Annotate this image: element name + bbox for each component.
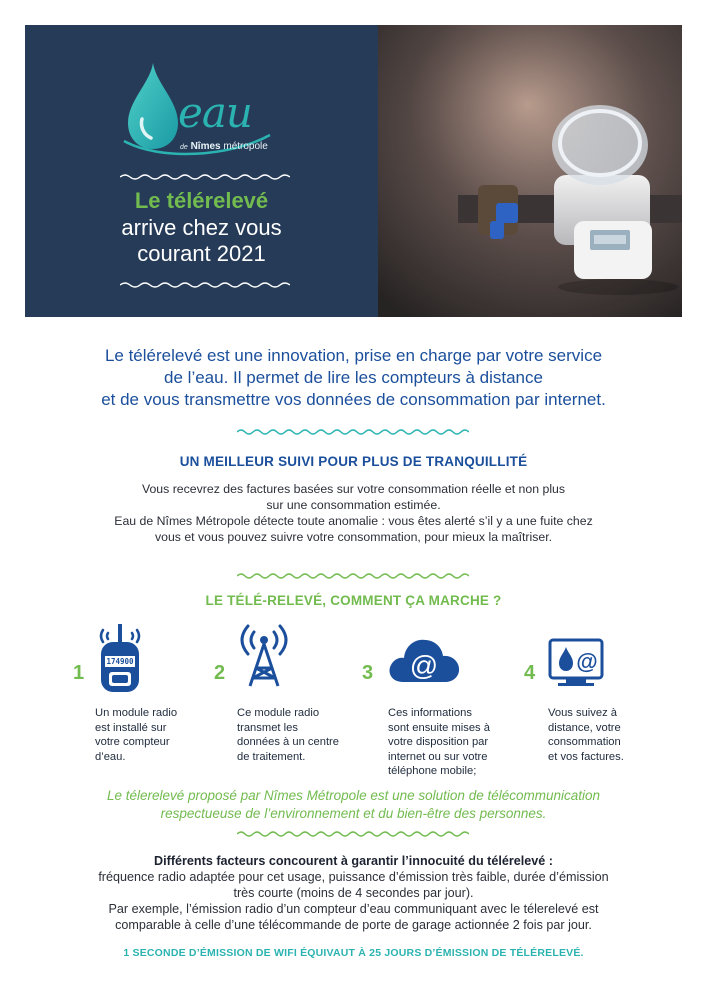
section1-body bbox=[0, 481, 707, 545]
step-number-2: 2 bbox=[214, 662, 226, 684]
step-2-text bbox=[237, 706, 355, 764]
logo-word: eau bbox=[178, 88, 252, 137]
step-line: Vous suivez à bbox=[548, 707, 618, 719]
hero-headline-bold: Le télérelevé bbox=[134, 188, 269, 213]
meter-display: 174900 bbox=[106, 657, 134, 666]
antenna-tower-icon bbox=[234, 622, 294, 688]
safety-line: très courte (moins de 4 secondes par jour). bbox=[233, 886, 474, 900]
wave-divider bbox=[120, 173, 290, 181]
body-line: Eau de Nîmes Métropole détecte toute anomalie : vous êtes alerté s’il y a une fuite chez bbox=[114, 514, 593, 528]
logo-subtitle: de Nîmes métropole bbox=[180, 141, 268, 152]
wave-divider bbox=[237, 428, 469, 436]
wave-divider bbox=[237, 830, 469, 838]
step-line: consommation bbox=[548, 736, 621, 749]
hero-banner bbox=[25, 25, 682, 317]
safety-heading: Différents facteurs concourent à garantir l’innocuité du télérelevé : bbox=[154, 854, 553, 868]
water-meter-icon bbox=[95, 618, 145, 696]
tagline bbox=[0, 787, 707, 823]
body-line: vous et vous pouvez suivre votre consommation, pour mieux la maîtriser. bbox=[154, 530, 553, 544]
step-number-3: 3 bbox=[362, 662, 374, 684]
cloud-email-icon bbox=[385, 630, 463, 686]
monitor-drop-email-icon bbox=[548, 638, 604, 688]
step-line: votre compteur bbox=[95, 736, 170, 749]
intro-line: Le télérelevé est une innovation, prise en charge par votre service bbox=[104, 346, 603, 365]
safety-line: Par exemple, l’émission radio d’un compteur d’eau communiquant avec le télerelevé est bbox=[108, 902, 599, 916]
intro-line: et de vous transmettre vos données de consommation par internet. bbox=[101, 390, 606, 409]
step-line: Ce module radio bbox=[237, 707, 320, 719]
step-line: d’eau. bbox=[95, 750, 126, 763]
tagline-line: respectueuse de l’environnement et du bien-être des personnes. bbox=[160, 806, 547, 821]
tagline-line: Le télerelevé proposé par Nîmes Métropole est une solution de télécommunication bbox=[106, 788, 601, 803]
wave-divider bbox=[237, 572, 469, 580]
intro-line: de l’eau. Il permet de lire les compteurs à distance bbox=[164, 368, 543, 387]
step-line: et vos factures. bbox=[548, 750, 624, 763]
eau-logo bbox=[120, 61, 290, 161]
section-title-fonctionnement: LE TÉLÉ-RELEVÉ, COMMENT ÇA MARCHE ? bbox=[205, 593, 502, 608]
step-1-text bbox=[95, 706, 207, 764]
svg-text:@: @ bbox=[576, 649, 598, 674]
water-meter-photo bbox=[378, 25, 682, 317]
step-line: Ces informations bbox=[388, 707, 472, 719]
step-line: internet ou sur votre bbox=[388, 750, 488, 763]
step-line: de traitement. bbox=[237, 750, 306, 763]
safety-footer: 1 SECONDE D’ÉMISSION DE WIFI ÉQUIVAUT À 25 JOURS D’ÉMISSION DE TÉLÉRELEVÉ. bbox=[123, 947, 584, 959]
body-line: Vous recevrez des factures basées sur votre consommation réelle et non plus bbox=[141, 482, 566, 496]
hero-panel bbox=[25, 25, 378, 317]
safety-line: fréquence radio adaptée pour cet usage, puissance d’émission très faible, durée d’émission bbox=[98, 870, 609, 884]
hero-headline-line2: arrive chez vous bbox=[121, 215, 282, 240]
safety-paragraph bbox=[0, 853, 707, 933]
svg-text:@: @ bbox=[409, 650, 439, 681]
step-line: transmet les bbox=[237, 721, 298, 734]
body-line: sur une consommation estimée. bbox=[266, 498, 441, 512]
step-3-text bbox=[388, 706, 510, 779]
step-line: Un module radio bbox=[95, 707, 178, 719]
step-4-text bbox=[548, 706, 658, 764]
step-line: votre disposition par bbox=[388, 736, 489, 749]
step-line: téléphone mobile; bbox=[388, 765, 477, 778]
wave-divider bbox=[120, 281, 290, 289]
safety-line: comparable à celle d’une télécommande de porte de garage actionnée 2 fois par jour. bbox=[115, 918, 592, 932]
step-line: est installé sur bbox=[95, 721, 167, 734]
step-line: sont ensuite mises à bbox=[388, 721, 490, 734]
hero-headline-line3: courant 2021 bbox=[137, 241, 266, 266]
section-title-suivi: UN MEILLEUR SUIVI POUR PLUS DE TRANQUILLITÉ bbox=[179, 454, 528, 469]
step-line: données à un centre bbox=[237, 736, 340, 749]
step-number-1: 1 bbox=[73, 662, 85, 684]
step-line: distance, votre bbox=[548, 721, 621, 734]
step-number-4: 4 bbox=[524, 662, 536, 684]
intro-paragraph bbox=[0, 345, 707, 411]
